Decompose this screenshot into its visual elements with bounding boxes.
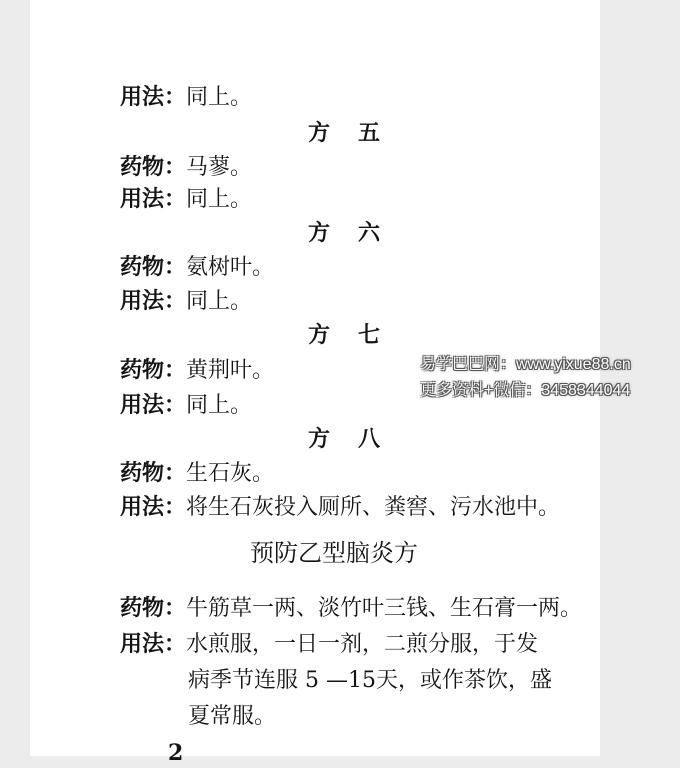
drug-line bbox=[120, 152, 252, 183]
drug-value: 氨树叶。 bbox=[186, 255, 275, 280]
usage-line bbox=[120, 492, 560, 523]
recipe-heading-8: 方 八 bbox=[308, 426, 381, 452]
usage-line bbox=[120, 184, 252, 215]
drug-value: 牛筋草一两、淡竹叶三钱、生石膏一两。 bbox=[186, 596, 583, 621]
drug-label: 药物： bbox=[120, 595, 187, 621]
drug-label: 药物： bbox=[120, 460, 187, 486]
page-number: 2 bbox=[168, 740, 184, 766]
watermark-line-2: 更多资料+微信：3458344044 bbox=[420, 382, 631, 399]
drug-label: 药物： bbox=[120, 357, 187, 383]
drug-label: 药物： bbox=[120, 154, 187, 180]
drug-line bbox=[120, 458, 274, 489]
drug-value: 黄荆叶。 bbox=[186, 358, 275, 383]
usage-label: 用法： bbox=[120, 186, 187, 212]
usage-value: 将生石灰投入厕所、粪窖、污水池中。 bbox=[186, 495, 561, 520]
usage-line bbox=[120, 390, 252, 421]
usage-line-2: 病季节连服 5 —15天，或作茶饮，盛 bbox=[188, 668, 552, 693]
section-drug-line bbox=[120, 590, 590, 627]
recipe-heading-6: 方 六 bbox=[308, 220, 381, 246]
recipe-heading-5: 方 五 bbox=[308, 120, 381, 146]
drug-label: 药物： bbox=[120, 254, 187, 280]
usage-label: 用法： bbox=[120, 288, 187, 314]
usage-line bbox=[120, 286, 252, 317]
section-usage-block bbox=[120, 626, 590, 735]
usage-value: 同上。 bbox=[186, 85, 253, 110]
usage-line-1: 水煎服，一日一剂，二煎分服，于发 bbox=[186, 632, 539, 657]
usage-label: 用法： bbox=[120, 494, 187, 520]
usage-value: 同上。 bbox=[186, 393, 253, 418]
section-title: 预防乙型脑炎方 bbox=[250, 539, 418, 567]
watermark-line-1: 易学巴巴网：www.yixue88.cn bbox=[420, 356, 631, 373]
drug-line bbox=[120, 252, 274, 283]
usage-label: 用法： bbox=[120, 84, 187, 110]
drug-value: 生石灰。 bbox=[186, 461, 275, 486]
usage-line-3: 夏常服。 bbox=[188, 704, 277, 729]
watermark bbox=[420, 352, 631, 404]
usage-line bbox=[120, 82, 252, 113]
usage-value: 同上。 bbox=[186, 289, 253, 314]
usage-value: 同上。 bbox=[186, 187, 253, 212]
drug-value: 马蓼。 bbox=[186, 155, 253, 180]
recipe-heading-7: 方 七 bbox=[308, 322, 381, 348]
usage-label: 用法： bbox=[120, 392, 187, 418]
drug-line bbox=[120, 355, 274, 386]
usage-label: 用法： bbox=[120, 631, 187, 657]
